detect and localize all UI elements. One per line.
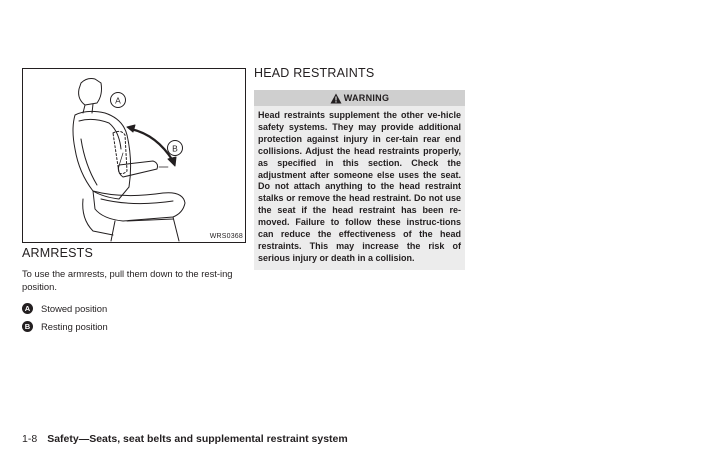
head-restraints-section: [254, 66, 465, 270]
callout-label-b: Resting position: [41, 320, 108, 332]
warning-triangle-icon: [330, 93, 342, 104]
seat-illustration: [23, 69, 247, 244]
page-number: 1-8: [22, 433, 38, 445]
warning-box: [254, 90, 465, 270]
armrest-figure: [22, 68, 246, 243]
page-footer: [22, 433, 348, 445]
callout-a-label: A: [115, 95, 121, 106]
head-restraints-heading: HEAD RESTRAINTS: [254, 66, 375, 80]
armrests-instructions: To use the armrests, pull them down to the rest-ing position.: [22, 268, 233, 292]
callout-item-b: [22, 317, 246, 335]
chapter-title: Safety—Seats, seat belts and supplemental restraint system: [47, 433, 348, 445]
armrests-heading: ARMRESTS: [22, 246, 94, 260]
callout-label-a: Stowed position: [41, 302, 108, 314]
callout-badge-b: B: [22, 321, 33, 332]
callout-item-a: [22, 299, 246, 317]
figure-code: WRS0368: [209, 233, 243, 240]
armrests-section: [22, 246, 246, 335]
callout-badge-a: A: [22, 303, 33, 314]
callout-b-label: B: [172, 143, 178, 154]
warning-title: WARNING: [343, 93, 390, 103]
warning-text: Head restraints supplement the other ve-hicle safety systems. They may provide additional protection against injury in cer-tain rear end collisions. Adjust the head restraints properly, as specified in this section. Check the adjustment after someone else uses the seat. Do not attach anything to the head restraint stalks or remove the head restraint. Do not use the seat if the head restraint has been re-moved. Failure to follow these instruc-tions can reduce the effectiveness of the head restraints. This may increase the risk of serious injury or death in a collision.: [254, 106, 465, 270]
warning-header: [254, 90, 465, 106]
